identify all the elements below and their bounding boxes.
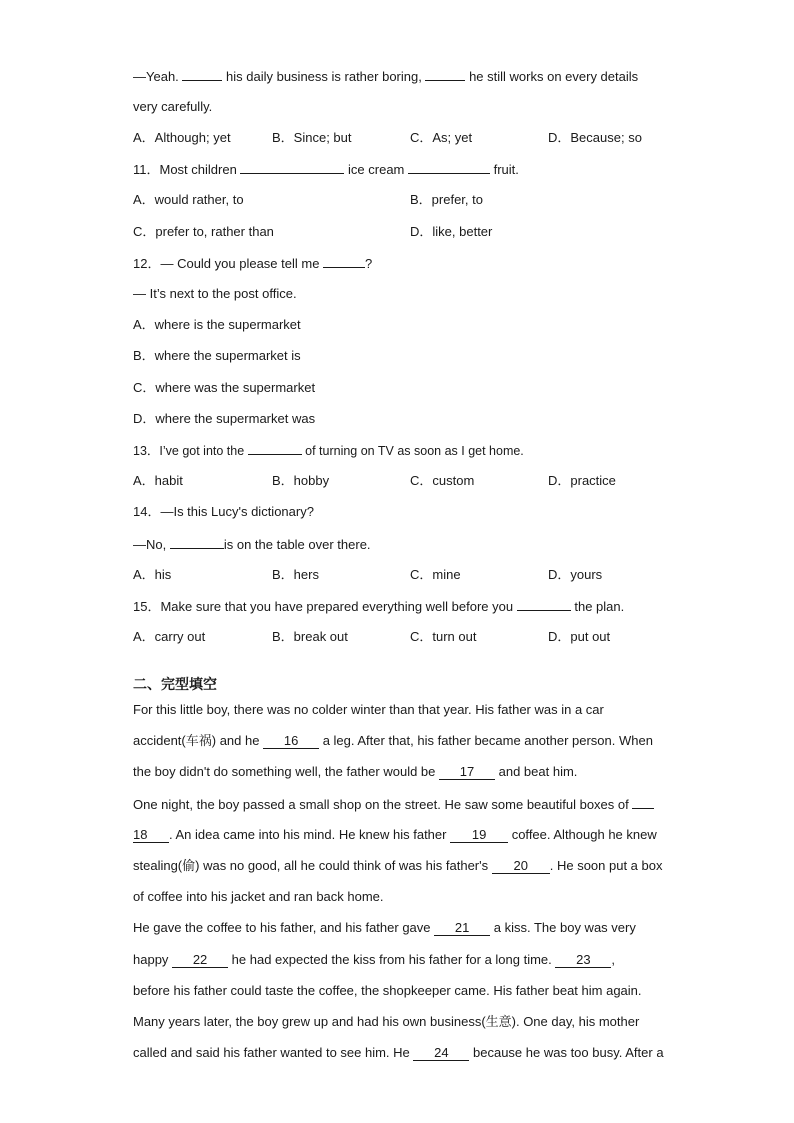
option-c[interactable]: C．custom (410, 473, 475, 488)
option-d[interactable]: D．put out (548, 629, 611, 644)
option-d[interactable]: D．yours (548, 567, 603, 582)
question-11-stem: 11．Most children ice cream fruit. (133, 162, 519, 177)
option-a[interactable]: A．Although; yet (133, 130, 231, 145)
answer-blank[interactable] (248, 442, 302, 455)
option-b[interactable]: B．prefer, to (410, 192, 483, 207)
passage-line: One night, the boy passed a small shop on the street. He saw some beautiful boxes of (133, 796, 654, 813)
blank-18-start[interactable] (632, 796, 654, 809)
passage-line: He gave the coffee to his father, and his father gave 21 a kiss. The boy was very (133, 920, 636, 935)
option-b[interactable]: B．hobby (272, 473, 330, 488)
question-13-stem: 13．I’ve got into the of turning on TV as soon as I get home. (133, 444, 524, 458)
passage-line: before his father could taste the coffee, the shopkeeper came. His father beat him again. (133, 983, 642, 998)
passage-line: called and said his father wanted to see him. He 24 because he was too busy. After a (133, 1045, 664, 1060)
option-b[interactable]: B．where the supermarket is (133, 348, 301, 363)
passage-line: stealing(偷) was no good, all he could think of was his father's 20 . He soon put a box (133, 858, 663, 873)
answer-blank[interactable] (182, 68, 222, 81)
blank-18[interactable]: 18 (133, 828, 169, 843)
answer-blank[interactable] (517, 598, 571, 611)
passage-line: accident(车祸) and he 16 a leg. After that, his father became another person. When (133, 733, 653, 748)
option-d[interactable]: D．practice (548, 473, 616, 488)
option-c[interactable]: C．mine (410, 567, 461, 582)
blank-24[interactable]: 24 (413, 1046, 469, 1061)
option-c[interactable]: C．prefer to, rather than (133, 224, 274, 239)
passage-line: For this little boy, there was no colder winter than that year. His father was in a car (133, 702, 604, 717)
option-b[interactable]: B．break out (272, 629, 348, 644)
option-a[interactable]: A．would rather, to (133, 192, 244, 207)
option-c[interactable]: C．As; yet (410, 130, 473, 145)
blank-21[interactable]: 21 (434, 921, 490, 936)
answer-blank[interactable] (323, 255, 365, 268)
blank-20[interactable]: 20 (492, 859, 550, 874)
question-10-stem-cont: very carefully. (133, 99, 213, 114)
passage-line: of coffee into his jacket and ran back home. (133, 889, 384, 904)
passage-line: happy 22 he had expected the kiss from his father for a long time. 23 , (133, 952, 616, 967)
answer-blank[interactable] (425, 68, 465, 81)
blank-22[interactable]: 22 (172, 953, 228, 968)
section-title: 二、完型填空 (133, 676, 217, 692)
answer-blank[interactable] (170, 536, 224, 549)
blank-16[interactable]: 16 (263, 734, 319, 749)
blank-23[interactable]: 23 (555, 953, 611, 968)
passage-line: Many years later, the boy grew up and had his own business(生意). One day, his mother (133, 1014, 640, 1029)
option-d[interactable]: D．where the supermarket was (133, 411, 316, 426)
option-a[interactable]: A．his (133, 567, 172, 582)
question-12-response: — It’s next to the post office. (133, 286, 297, 301)
answer-blank[interactable] (240, 161, 344, 174)
option-c[interactable]: C．turn out (410, 629, 477, 644)
question-10-stem: —Yeah. his daily business is rather boring, he still works on every details (133, 69, 639, 84)
question-12-stem: 12．— Could you please tell me ? (133, 256, 373, 271)
passage-line: the boy didn't do something well, the father would be 17 and beat him. (133, 764, 578, 779)
option-d[interactable]: D．like, better (410, 224, 493, 239)
blank-17[interactable]: 17 (439, 765, 495, 780)
answer-blank[interactable] (408, 161, 490, 174)
option-b[interactable]: B．Since; but (272, 130, 352, 145)
blank-19[interactable]: 19 (450, 828, 508, 843)
question-14-response: —No, is on the table over there. (133, 537, 371, 552)
option-a[interactable]: A．carry out (133, 629, 206, 644)
question-14-stem: 14．—Is this Lucy's dictionary? (133, 504, 314, 519)
option-a[interactable]: A．where is the supermarket (133, 317, 301, 332)
option-d[interactable]: D．Because; so (548, 130, 642, 145)
option-a[interactable]: A．habit (133, 473, 183, 488)
passage-line: 18 . An idea came into his mind. He knew his father 19 coffee. Although he knew (133, 827, 657, 842)
option-c[interactable]: C．where was the supermarket (133, 380, 316, 395)
question-15-stem: 15．Make sure that you have prepared everything well before you the plan. (133, 599, 625, 614)
option-b[interactable]: B．hers (272, 567, 319, 582)
